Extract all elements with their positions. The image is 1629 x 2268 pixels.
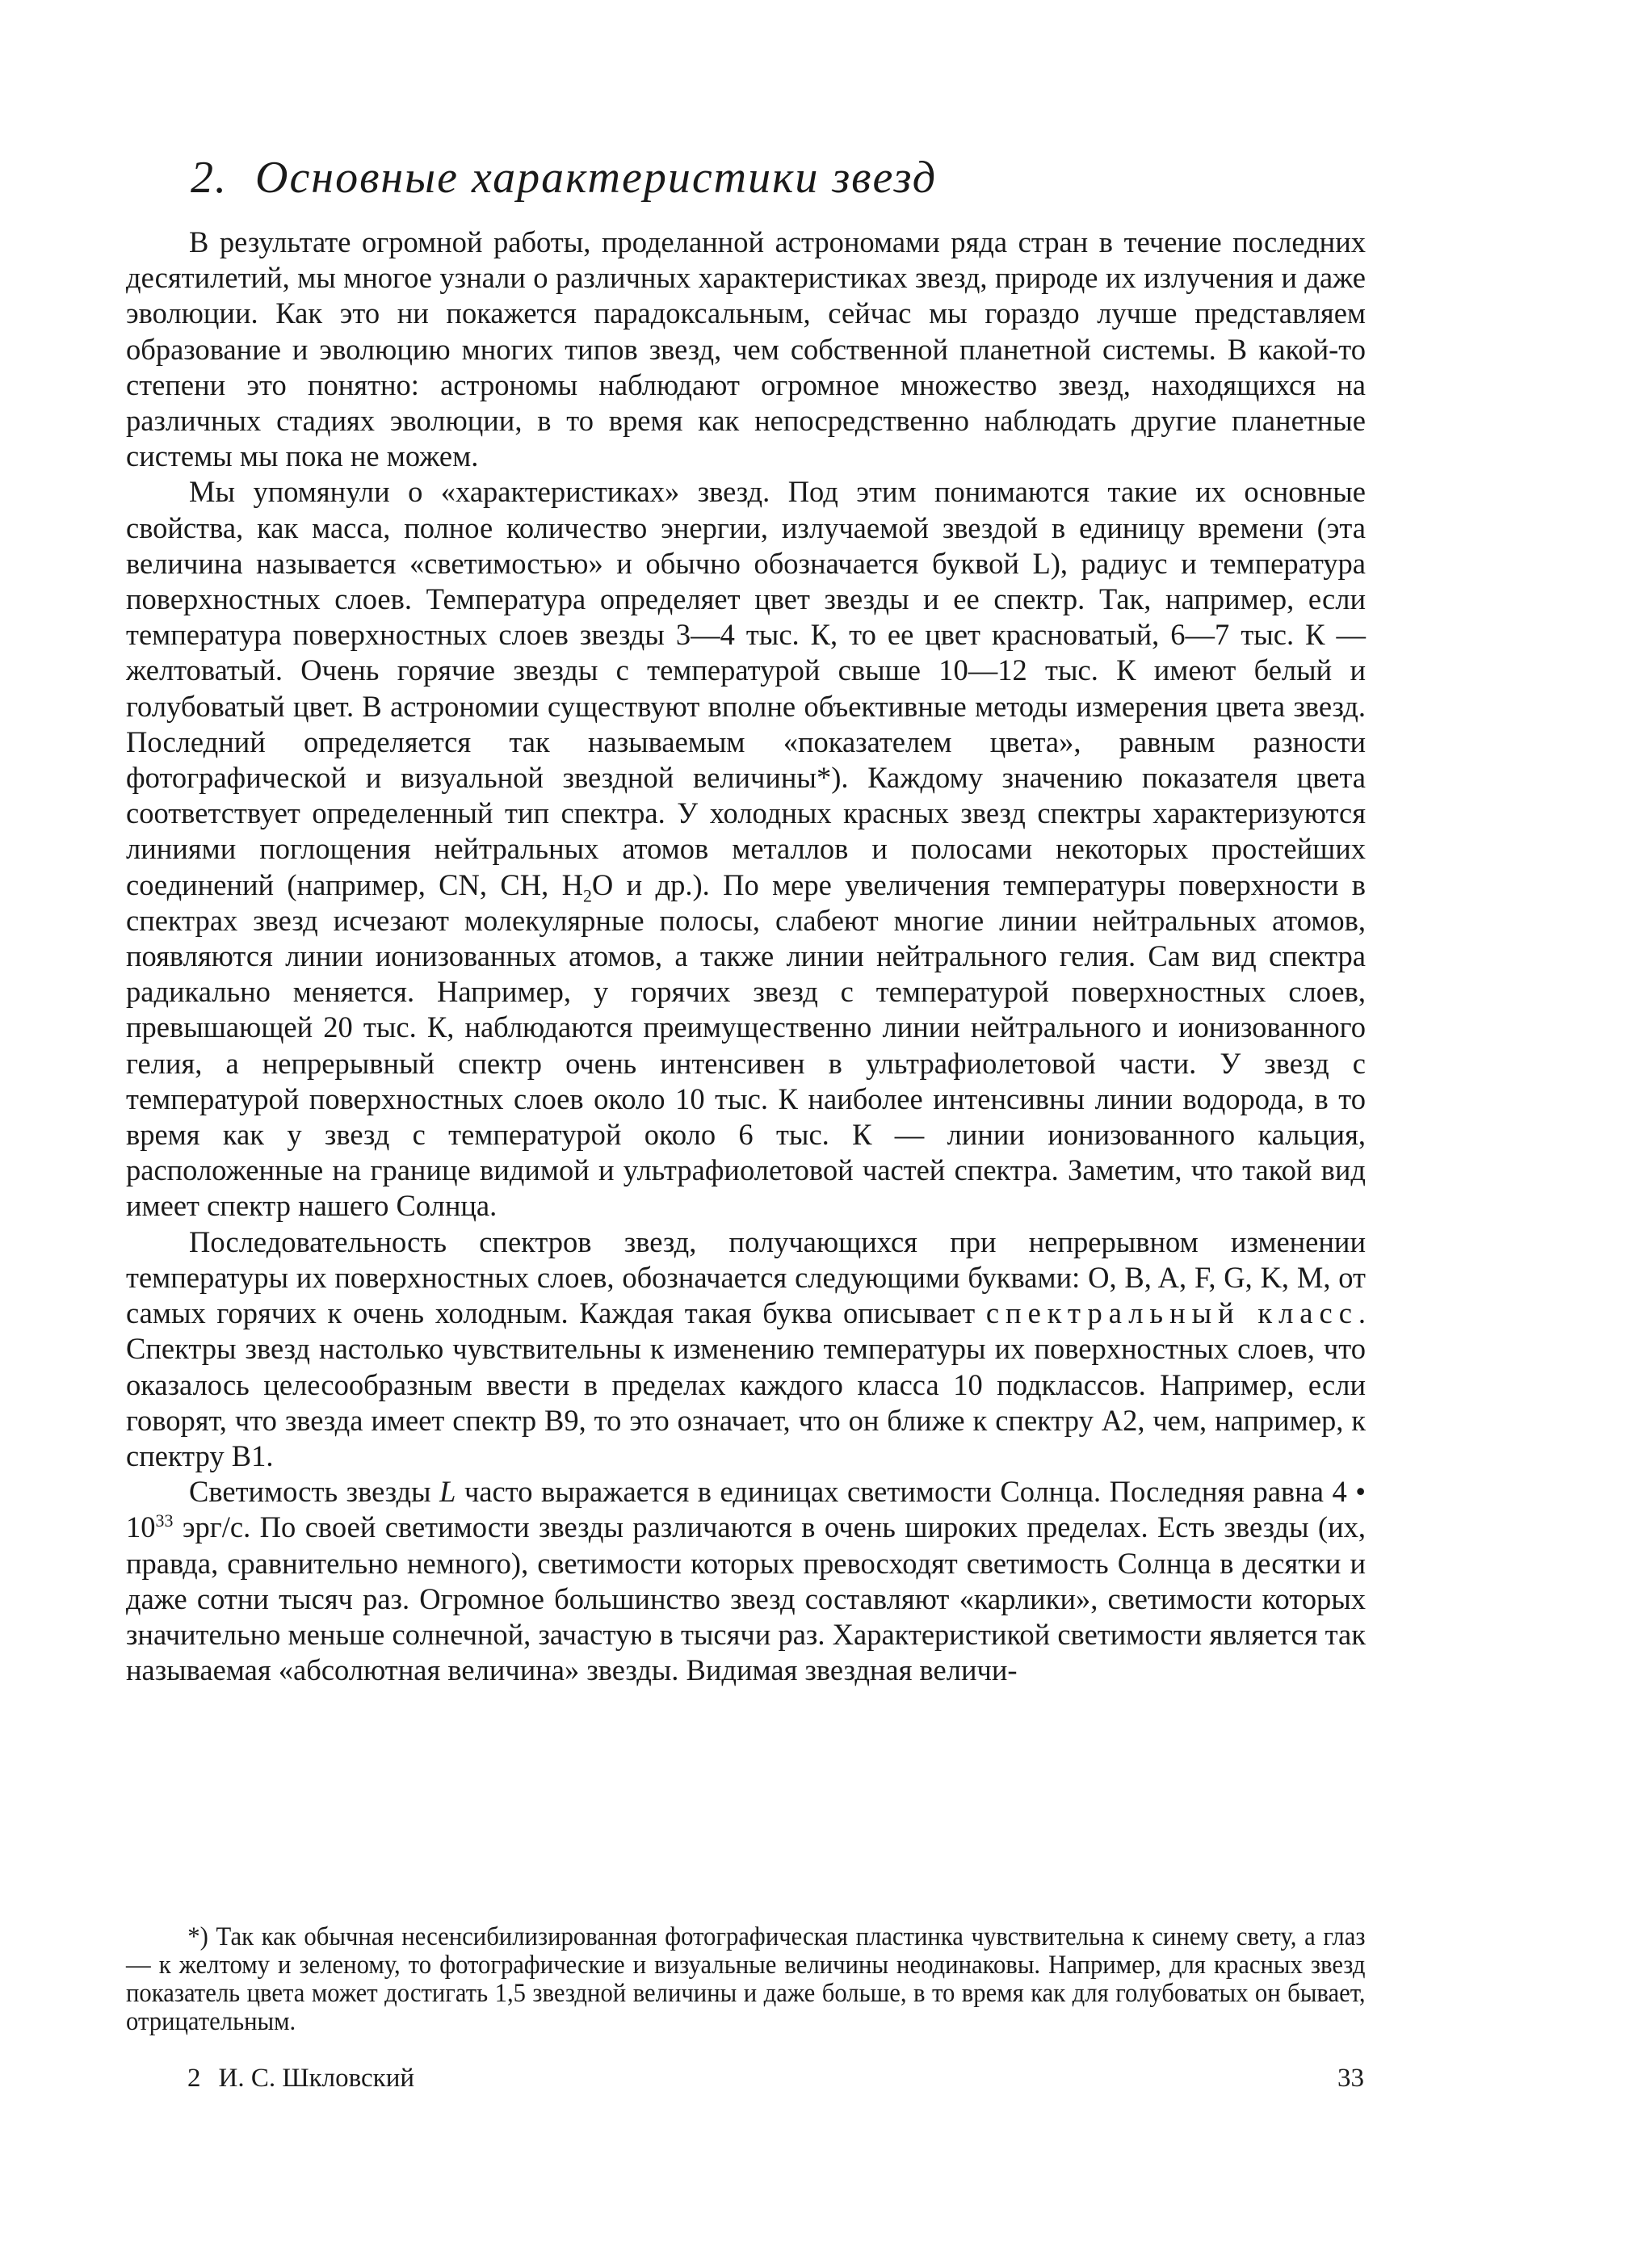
paragraph-2-part-a: Мы упомянули о «характеристиках» звезд. Под этим понимаются такие их основные свойства, как масса, полное количество энергии, излучаемой звездой в единицу времени (эта величина называется «светимостью» и обычно обозначается буквой L), радиус и температура поверхностных слоев. Температура определяет цвет звезды и ее спектр. Так, например, если температура поверхностных слоев звезды 3—4 тыс. К, то ее цвет красноватый, 6—7 тыс. К — желтоватый. Очень горячие звезды с температурой свыше 10—12 тыс. К имеют белый и голубоватый цвет. В астрономии существуют вполне объективные методы измерения цвета звезд. Последний определяется так называемым «показателем цвета», равным разности фотографической и визуальной звездной величины*). Каждому значению показателя цвета соответствует определенный тип спектра. У холодных красных звезд спектры характеризуются линиями поглощения нейтральных атомов металлов и полосами некоторых простейших соединений (например, CN, CH, H [126, 475, 1366, 901]
paragraph-2 [126, 474, 1366, 1224]
paragraph-4-part-b: часто выражается в единицах светимости Солнца. Последняя равна 4 • 10 [126, 1475, 1367, 1544]
paragraph-3 [126, 1224, 1366, 1474]
footnote [126, 1923, 1366, 2036]
subscript-2: 2 [582, 884, 592, 905]
paragraph-4 [126, 1474, 1366, 1688]
section-title [191, 152, 937, 204]
paragraph-1: В результате огромной работы, проделанной астрономами ряда стран в течение последних десятилетий, мы многое узнали о различных характеристиках звезд, природе их излучения и даже эволюции. Как это ни покажется парадоксальным, сейчас мы гораздо лучше представляем образование и эволюцию многих типов звезд, чем собственной планетной системы. В какой-то степени это понятно: астрономы наблюдают огромное множество звезд, находящихся на различных стадиях эволюции, в то время как непосредственно наблюдать другие планетные системы мы пока не можем. [126, 225, 1366, 473]
author-name: И. С. Шкловский [218, 2064, 415, 2093]
printer-signature [187, 2064, 414, 2094]
footnote-text: *) Так как обычная несенсибилизированная фотографическая пластинка чувствительна к синему свету, а глаз — к желтому и зеленому, то фотографические и визуальные величины неодинаковы. Например, для красных звезд показатель цвета может достигать 1,5 звездной величины и даже больше, в то время как для голубоватых он бывает, отрицательным. [126, 1922, 1366, 2036]
paragraph-2-part-b: O и др.). По мере увеличения температуры поверхности в спектрах звезд исчезают молекулярные полосы, слабеют многие линии нейтральных атомов, появляются линии ионизованных атомов, а также линии нейтрального гелия. Сам вид спектра радикально меняется. Например, у горячих звезд с температурой поверхностных слоев, превышающей 20 тыс. К, наблюдаются преимущественно линии нейтрального и ионизованного гелия, а непрерывный спектр очень интенсивен в ультрафиолетовой части. У звезд с температурой поверхностных слоев около 10 тыс. К наиболее интенсивны линии водорода, в то время как у звезд с температурой около 6 тыс. К — линии ионизованного кальция, расположенные на границе видимой и ультрафиолетовой частей спектра. Заметим, что такой вид имеет спектр нашего Солнца. [126, 867, 1367, 1223]
paragraph-3-part-b: . Спектры звезд настолько чувствительны к изменению температуры их поверхностных слоев, что оказалось целесообразным ввести в пределах каждого класса 10 подклассов. Например, если говорят, что звезда имеет спектр B9, то это означает, что он ближе к спектру A2, чем, например, к спектру B1. [126, 1296, 1367, 1472]
body-text [126, 225, 1366, 1688]
page-number: 33 [1337, 2064, 1364, 2093]
paragraph-4-part-c: эрг/с. По своей светимости звезды различаются в очень широких пределах. Есть звезды (их, правда, сравнительно немного), светимости которых превосходят светимость Солнца в десятки и даже сотни тысяч раз. Огромное большинство звезд составляют «карлики», светимости которых значительно меньше солнечной, зачастую в тысячи раз. Характеристикой светимости является так называемая «абсолютная величина» звезды. Видимая звездная величи- [126, 1510, 1366, 1687]
paragraph-3-part-a: Последовательность спектров звезд, получающихся при непрерывном изменении температуры их поверхностных слоев, обозначается следующими буквами: O, B, A, F, G, K, M, от самых горячих к очень холодным. Каждая такая буква описывает [126, 1224, 1366, 1330]
spectral-class-term: спектральный класс [985, 1296, 1358, 1330]
section-title-text: Основные характеристики звезд [255, 153, 938, 203]
paragraph-4-part-a: Светимость звезды [189, 1475, 431, 1509]
sheet-number: 2 [187, 2064, 201, 2093]
section-number: 2. [191, 153, 228, 203]
exponent-33: 33 [155, 1510, 174, 1531]
luminosity-symbol: L [439, 1475, 456, 1509]
